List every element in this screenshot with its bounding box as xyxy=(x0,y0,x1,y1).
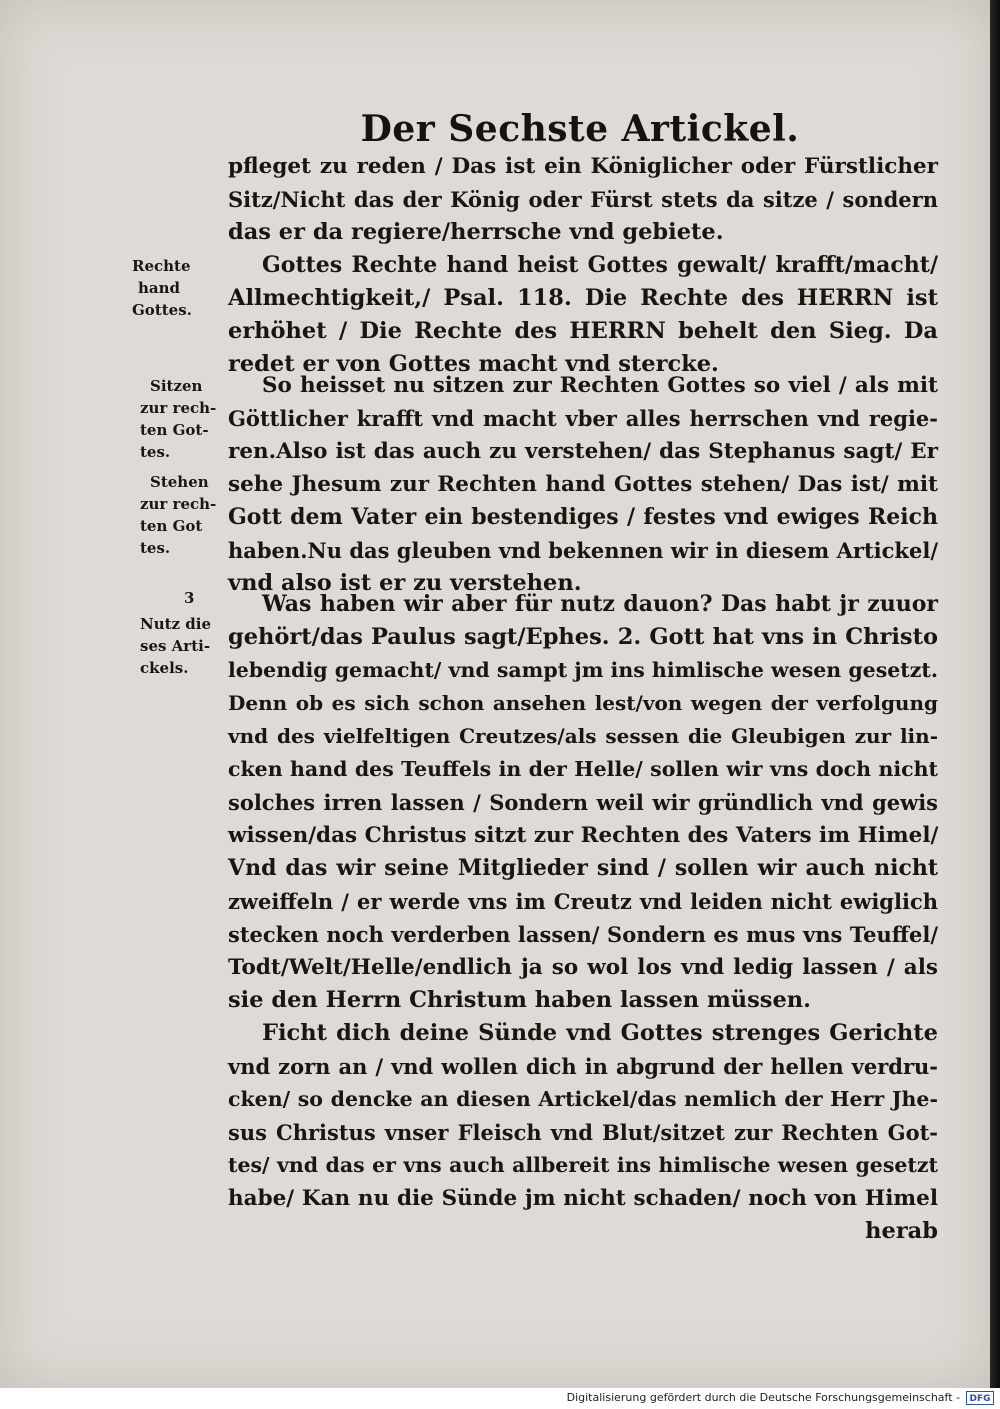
margin-note-line: 3 xyxy=(184,589,195,607)
text-line: gehört/das Paulus sagt/Ephes. 2. Gott hat vns in Christo xyxy=(228,624,938,650)
running-head: Der Sechste Artickel. xyxy=(360,108,800,150)
margin-note-line: ckels. xyxy=(140,659,189,677)
margin-note-line: ses Arti- xyxy=(140,637,211,655)
text-line: tes/ vnd das er vns auch allbereit ins himlische wesen gesetzt xyxy=(228,1153,938,1177)
text-line: Göttlicher krafft vnd macht vber alles herrschen vnd regie- xyxy=(228,406,938,431)
margin-note-line: Rechte xyxy=(132,257,191,275)
text-line: Allmechtigkeit,/ Psal. 118. Die Rechte des HERRN ist xyxy=(228,285,938,311)
margin-note-line: Stehen xyxy=(150,473,209,491)
text-line: sehe Jhesum zur Rechten hand Gottes stehen/ Das ist/ mit xyxy=(228,472,938,497)
text-line: lebendig gemacht/ vnd sampt jm ins himlische wesen gesetzt. xyxy=(228,658,938,682)
margin-note-line: tes. xyxy=(140,443,171,461)
text-line: Ficht dich deine Sünde vnd Gottes strenges Gerichte xyxy=(262,1020,938,1046)
funding-credit: Digitalisierung gefördert durch die Deutsche Forschungsgemeinschaft - xyxy=(566,1391,960,1404)
text-line: vnd zorn an / vnd wollen dich in abgrund der hellen verdru- xyxy=(228,1054,938,1079)
dfg-logo: DFG xyxy=(966,1391,994,1405)
margin-note-line: ten Got- xyxy=(140,421,209,439)
margin-note-line: Sitzen xyxy=(150,377,203,395)
text-line: vnd des vielfeltigen Creutzes/als sessen die Gleubigen zur lin- xyxy=(228,724,938,748)
text-line: ren.Also ist das auch zu verstehen/ das Stephanus sagt/ Er xyxy=(228,439,938,464)
text-line: Vnd das wir seine Mitglieder sind / sollen wir auch nicht xyxy=(228,855,938,881)
text-line: haben.Nu das gleuben vnd bekennen wir in diesem Artickel/ xyxy=(228,538,938,563)
text-line: erhöhet / Die Rechte des HERRN behelt den Sieg. Da xyxy=(228,318,938,344)
text-line: vnd also ist er zu verstehen. xyxy=(228,570,582,596)
text-line: solches irren lassen / Sondern weil wir gründlich vnd gewis xyxy=(228,790,938,815)
text-line: Denn ob es sich schon ansehen lest/von wegen der verfolgung xyxy=(228,691,938,715)
text-line: pfleget zu reden / Das ist ein Königlicher oder Fürstlicher xyxy=(228,154,938,179)
text-line: So heisset nu sitzen zur Rechten Gottes so viel / als mit xyxy=(262,373,938,398)
margin-note-line: zur rech- xyxy=(140,399,217,417)
catchword: herab xyxy=(865,1218,938,1244)
margin-note-line: zur rech- xyxy=(140,495,217,513)
text-line: Sitz/Nicht das der König oder Fürst stets da sitze / sondern xyxy=(228,187,938,212)
text-line: zweiffeln / er werde vns im Creutz vnd leiden nicht ewiglich xyxy=(228,889,938,914)
margin-note-line: Gottes. xyxy=(132,301,192,319)
text-line: das er da regiere/herrsche vnd gebiete. xyxy=(228,219,724,245)
margin-note-line: Nutz die xyxy=(140,615,212,633)
text-line: redet er von Gottes macht vnd stercke. xyxy=(228,351,719,377)
text-line: Todt/Welt/Helle/endlich ja so wol los vnd ledig lassen / als xyxy=(228,955,938,980)
margin-note-line: hand xyxy=(138,279,181,297)
book-spine-edge xyxy=(990,0,1000,1388)
text-line: stecken noch verderben lassen/ Sondern es mus vns Teuffel/ xyxy=(228,922,938,947)
text-line: habe/ Kan nu die Sünde jm nicht schaden/ noch von Himel xyxy=(228,1186,938,1211)
text-line: cken/ so dencke an diesen Artickel/das nemlich der Herr Jhe- xyxy=(228,1087,938,1111)
text-line: Was haben wir aber für nutz dauon? Das habt jr zuuor xyxy=(262,591,938,617)
margin-note-line: tes. xyxy=(140,539,171,557)
text-line: sus Christus vnser Fleisch vnd Blut/sitzet zur Rechten Got- xyxy=(228,1120,938,1145)
text-line: wissen/das Christus sitzt zur Rechten des Vaters im Himel/ xyxy=(228,823,939,848)
text-line: Gottes Rechte hand heist Gottes gewalt/ krafft/macht/ xyxy=(262,252,938,278)
footer-bar xyxy=(0,1388,1000,1409)
margin-note-line: ten Got xyxy=(140,517,203,535)
text-line: Gott dem Vater ein bestendiges / festes vnd ewiges Reich xyxy=(228,504,938,530)
text-line: cken hand des Teuffels in der Helle/ sollen wir vns doch nicht xyxy=(228,757,938,781)
text-line: sie den Herrn Christum haben lassen müssen. xyxy=(228,987,811,1013)
